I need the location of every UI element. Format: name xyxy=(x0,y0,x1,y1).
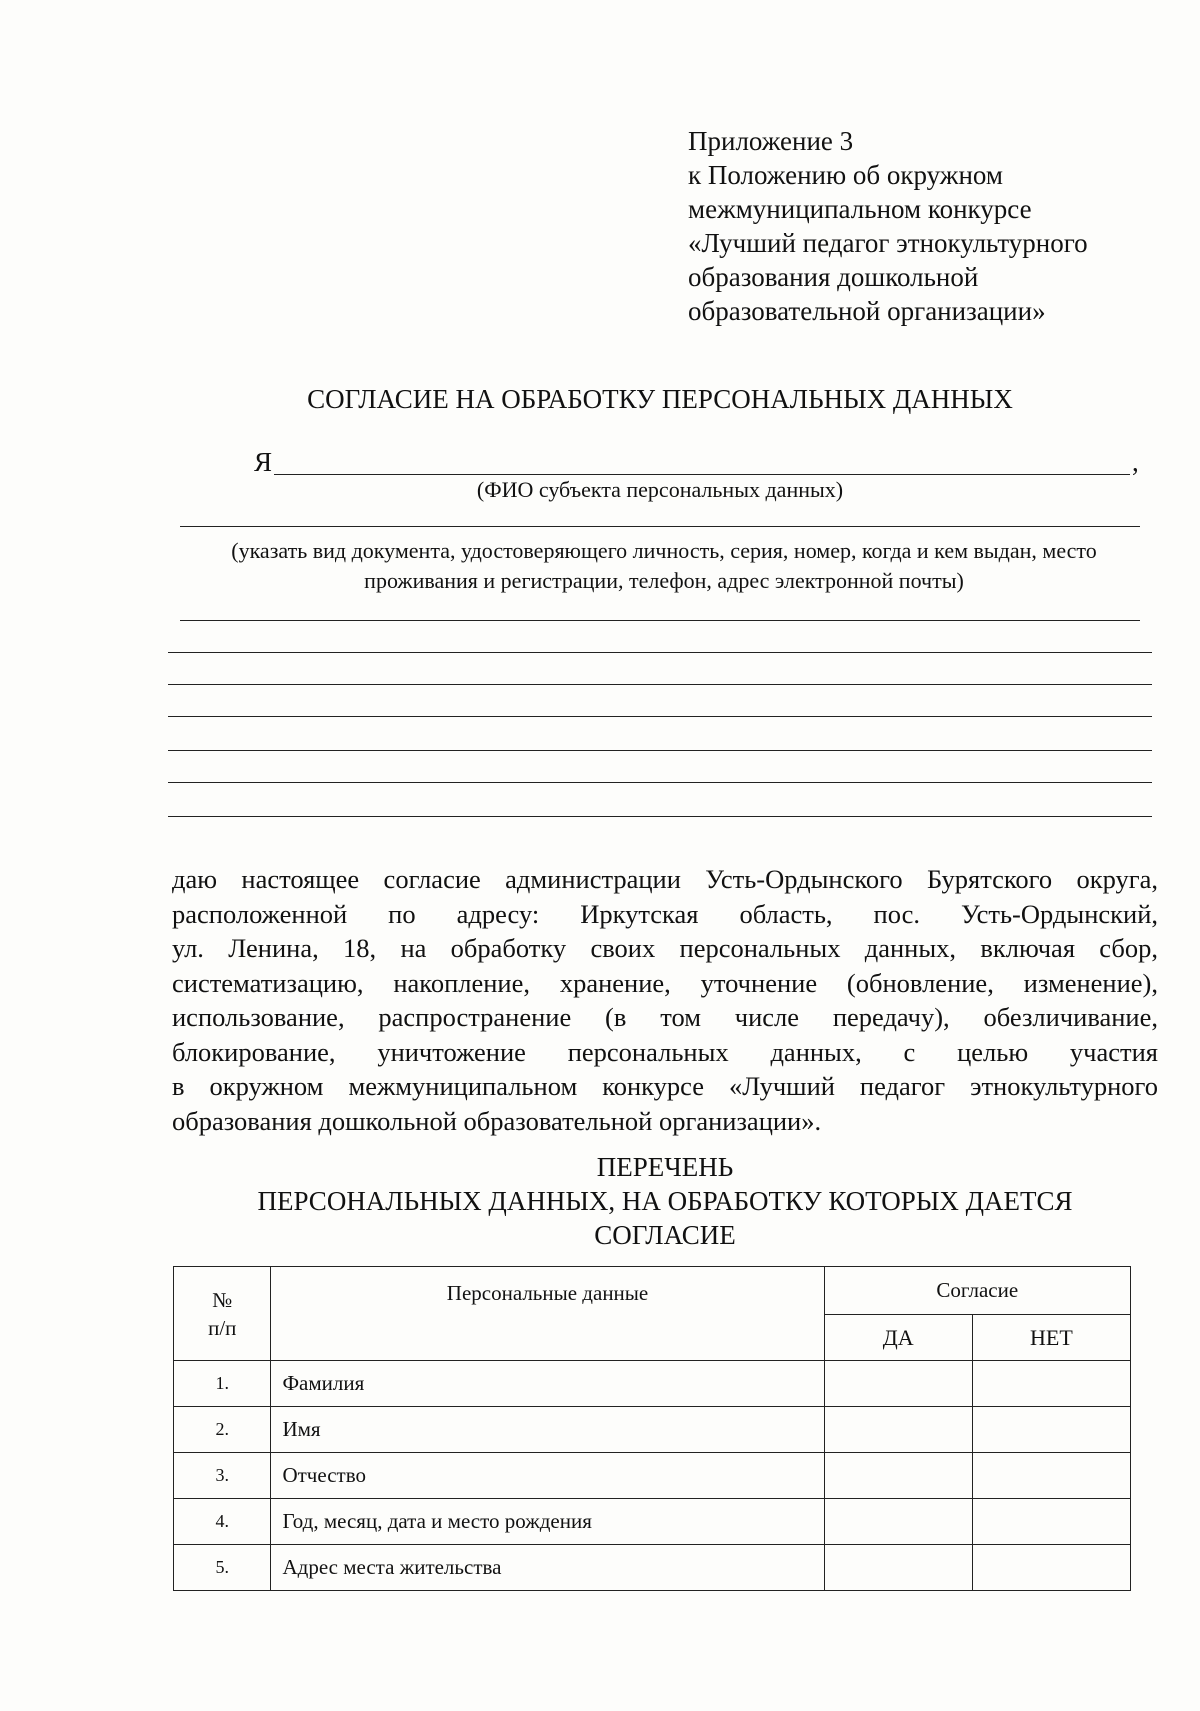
appendix-line: Приложение 3 xyxy=(688,126,854,156)
consent-line: расположенной по адресу: Иркутская область, пос. Усть-Ордынский, xyxy=(172,898,1158,929)
document-title: СОГЛАСИЕ НА ОБРАБОТКУ ПЕРСОНАЛЬНЫХ ДАННЫХ xyxy=(307,384,1013,414)
table-header-row xyxy=(174,1267,1131,1315)
consent-line: блокирование, уничтожение персональных данных, с целью участия xyxy=(172,1036,1158,1067)
header-personal-data: Персональные данные xyxy=(271,1267,824,1361)
row-number: 3. xyxy=(174,1453,271,1499)
document-caption-line: (указать вид документа, удостоверяющего личность, серия, номер, когда и кем выдан, место xyxy=(231,538,1097,563)
blank-line[interactable] xyxy=(168,750,1152,751)
header-consent: Согласие xyxy=(824,1267,1130,1315)
subject-suffix: , xyxy=(1132,447,1139,477)
table-row xyxy=(174,1545,1131,1591)
table-row xyxy=(174,1407,1131,1453)
row-label: Адрес места жительства xyxy=(271,1545,824,1591)
consent-paragraph xyxy=(172,862,1158,1138)
blank-line[interactable] xyxy=(168,716,1152,717)
blank-line[interactable] xyxy=(168,684,1152,685)
appendix-line: к Положению об окружном xyxy=(688,160,1003,190)
list-title-line: ПЕРСОНАЛЬНЫХ ДАННЫХ, НА ОБРАБОТКУ КОТОРЫХ ДАЕТСЯ xyxy=(257,1186,1073,1216)
yes-cell[interactable] xyxy=(824,1361,972,1407)
blank-line[interactable] xyxy=(180,620,1140,621)
row-label: Имя xyxy=(271,1407,824,1453)
no-cell[interactable] xyxy=(972,1545,1130,1591)
no-cell[interactable] xyxy=(972,1361,1130,1407)
header-no: НЕТ xyxy=(972,1315,1130,1361)
personal-data-table xyxy=(173,1266,1131,1591)
blank-line[interactable] xyxy=(168,816,1152,817)
list-title-line: СОГЛАСИЕ xyxy=(594,1220,736,1250)
consent-line: образования дошкольной образовательной организации». xyxy=(172,1105,822,1136)
consent-line: ул. Ленина, 18, на обработку своих персональных данных, включая сбор, xyxy=(172,933,1158,963)
yes-cell[interactable] xyxy=(824,1407,972,1453)
consent-line: в окружном межмуниципальном конкурсе «Лучший педагог этнокультурного xyxy=(172,1071,1158,1101)
subject-prefix: Я xyxy=(254,447,273,477)
header-num-symbol: № xyxy=(212,1287,233,1312)
subject-name-line xyxy=(254,446,1154,480)
row-label: Фамилия xyxy=(271,1361,824,1407)
row-number: 1. xyxy=(174,1361,271,1407)
row-number: 2. xyxy=(174,1407,271,1453)
consent-line: систематизацию, накопление, хранение, уточнение (обновление, изменение), xyxy=(172,967,1158,998)
row-label: Отчество xyxy=(271,1453,824,1499)
document-caption xyxy=(166,536,1162,596)
table-row xyxy=(174,1499,1131,1545)
header-yes: ДА xyxy=(824,1315,972,1361)
subject-caption: (ФИО субъекта персональных данных) xyxy=(476,477,844,502)
document-field-line[interactable] xyxy=(180,526,1140,527)
row-number: 5. xyxy=(174,1545,271,1591)
blank-line[interactable] xyxy=(168,782,1152,783)
appendix-line: образования дошкольной xyxy=(688,262,979,292)
appendix-line: образовательной организации» xyxy=(688,296,1046,326)
row-label: Год, месяц, дата и место рождения xyxy=(271,1499,824,1545)
yes-cell[interactable] xyxy=(824,1499,972,1545)
subject-name-field[interactable] xyxy=(274,474,1130,475)
document-caption-line: проживания и регистрации, телефон, адрес электронной почты) xyxy=(364,568,964,593)
no-cell[interactable] xyxy=(972,1407,1130,1453)
appendix-reference xyxy=(688,124,1168,328)
no-cell[interactable] xyxy=(972,1453,1130,1499)
appendix-line: межмуниципальном конкурсе xyxy=(688,194,1032,224)
header-num-abbr: п/п xyxy=(208,1315,237,1340)
no-cell[interactable] xyxy=(972,1499,1130,1545)
list-title xyxy=(170,1150,1160,1252)
yes-cell[interactable] xyxy=(824,1453,972,1499)
yes-cell[interactable] xyxy=(824,1545,972,1591)
blank-line[interactable] xyxy=(168,652,1152,653)
header-num xyxy=(174,1267,271,1361)
consent-line: даю настоящее согласие администрации Усть-Ордынского Бурятского округа, xyxy=(172,864,1158,894)
appendix-line: «Лучший педагог этнокультурного xyxy=(688,228,1088,258)
table-row xyxy=(174,1361,1131,1407)
table-row xyxy=(174,1453,1131,1499)
consent-line: использование, распространение (в том числе передачу), обезличивание, xyxy=(172,1002,1158,1032)
list-title-line: ПЕРЕЧЕНЬ xyxy=(596,1152,734,1182)
row-number: 4. xyxy=(174,1499,271,1545)
